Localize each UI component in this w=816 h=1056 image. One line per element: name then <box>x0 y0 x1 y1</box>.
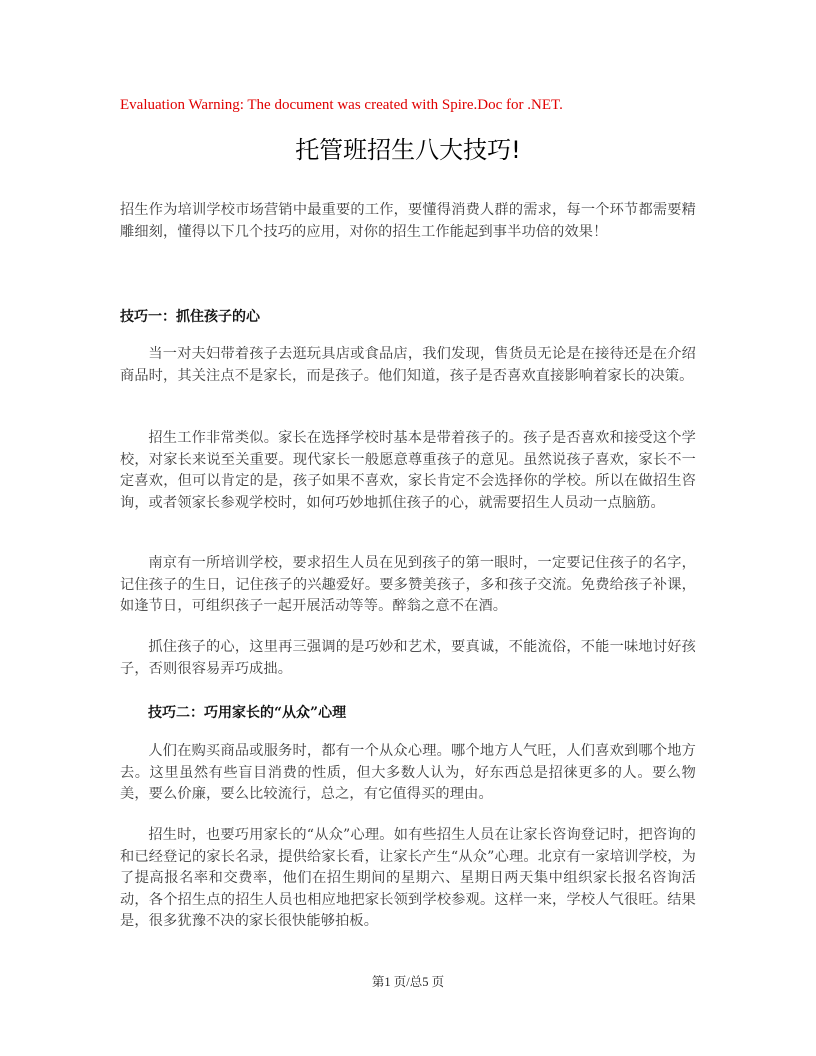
section-heading-1: 技巧一：抓住孩子的心 <box>120 309 260 325</box>
section-2-paragraph-2: 招生时，也要巧用家长的“从众”心理。如有些招生人员在让家长咨询登记时，把咨询的和已经登记的家长名录，提供给家长看，让家长产生“从众”心理。北京有一家培训学校，为了提高报名率和交费率，他们在招生期间的星期六、星期日两天集中组织家长报名咨询活动，各个招生点的招生人员也相应地把家长领到学校参观。这样一来，学校人气很旺。结果是，很多犹豫不决的家长很快能够拍板。 <box>120 827 696 929</box>
document-title: 托管班招生八大技巧! <box>295 136 521 164</box>
page-number-footer: 第1 页/总5 页 <box>371 975 445 989</box>
section-1-paragraph-3: 南京有一所培训学校，要求招生人员在见到孩子的第一眼时，一定要记住孩子的名字，记住孩子的生日，记住孩子的兴趣爱好。要多赞美孩子，多和孩子交流。免费给孩子补课，如逢节日，可组织孩子一起开展活动等等。醉翁之意不在酒。 <box>120 555 696 614</box>
section-1-paragraph-4: 抓住孩子的心，这里再三强调的是巧妙和艺术，要真诚，不能流俗，不能一味地讨好孩子，否则很容易弄巧成拙。 <box>120 639 696 677</box>
section-1-paragraph-2: 招生工作非常类似。家长在选择学校时基本是带着孩子的。孩子是否喜欢和接受这个学校，对家长来说至关重要。现代家长一般愿意尊重孩子的意见。虽然说孩子喜欢，家长不一定喜欢，但可以肯定的是，孩子如果不喜欢，家长肯定不会选择你的学校。所以在做招生咨询，或者领家长参观学校时，如何巧妙地抓住孩子的心，就需要招生人员动一点脑筋。 <box>120 430 696 511</box>
section-2-paragraph-1: 人们在购买商品或服务时，都有一个从众心理。哪个地方人气旺，人们喜欢到哪个地方去。这里虽然有些盲目消费的性质，但大多数人认为，好东西总是招徕更多的人。要么物美，要么价廉，要么比较流行，总之，有它值得买的理由。 <box>120 743 696 802</box>
intro-paragraph: 招生作为培训学校市场营销中最重要的工作，要懂得消费人群的需求，每一个环节都需要精雕细刻，懂得以下几个技巧的应用，对你的招生工作能起到事半功倍的效果！ <box>120 202 696 240</box>
section-1-paragraph-1: 当一对夫妇带着孩子去逛玩具店或食品店，我们发现，售货员无论是在接待还是在介绍商品时，其关注点不是家长，而是孩子。他们知道，孩子是否喜欢直接影响着家长的决策。 <box>120 346 696 384</box>
evaluation-warning: Evaluation Warning: The document was created with Spire.Doc for .NET. <box>120 97 563 113</box>
section-heading-2: 技巧二：巧用家长的“从众”心理 <box>148 705 347 721</box>
